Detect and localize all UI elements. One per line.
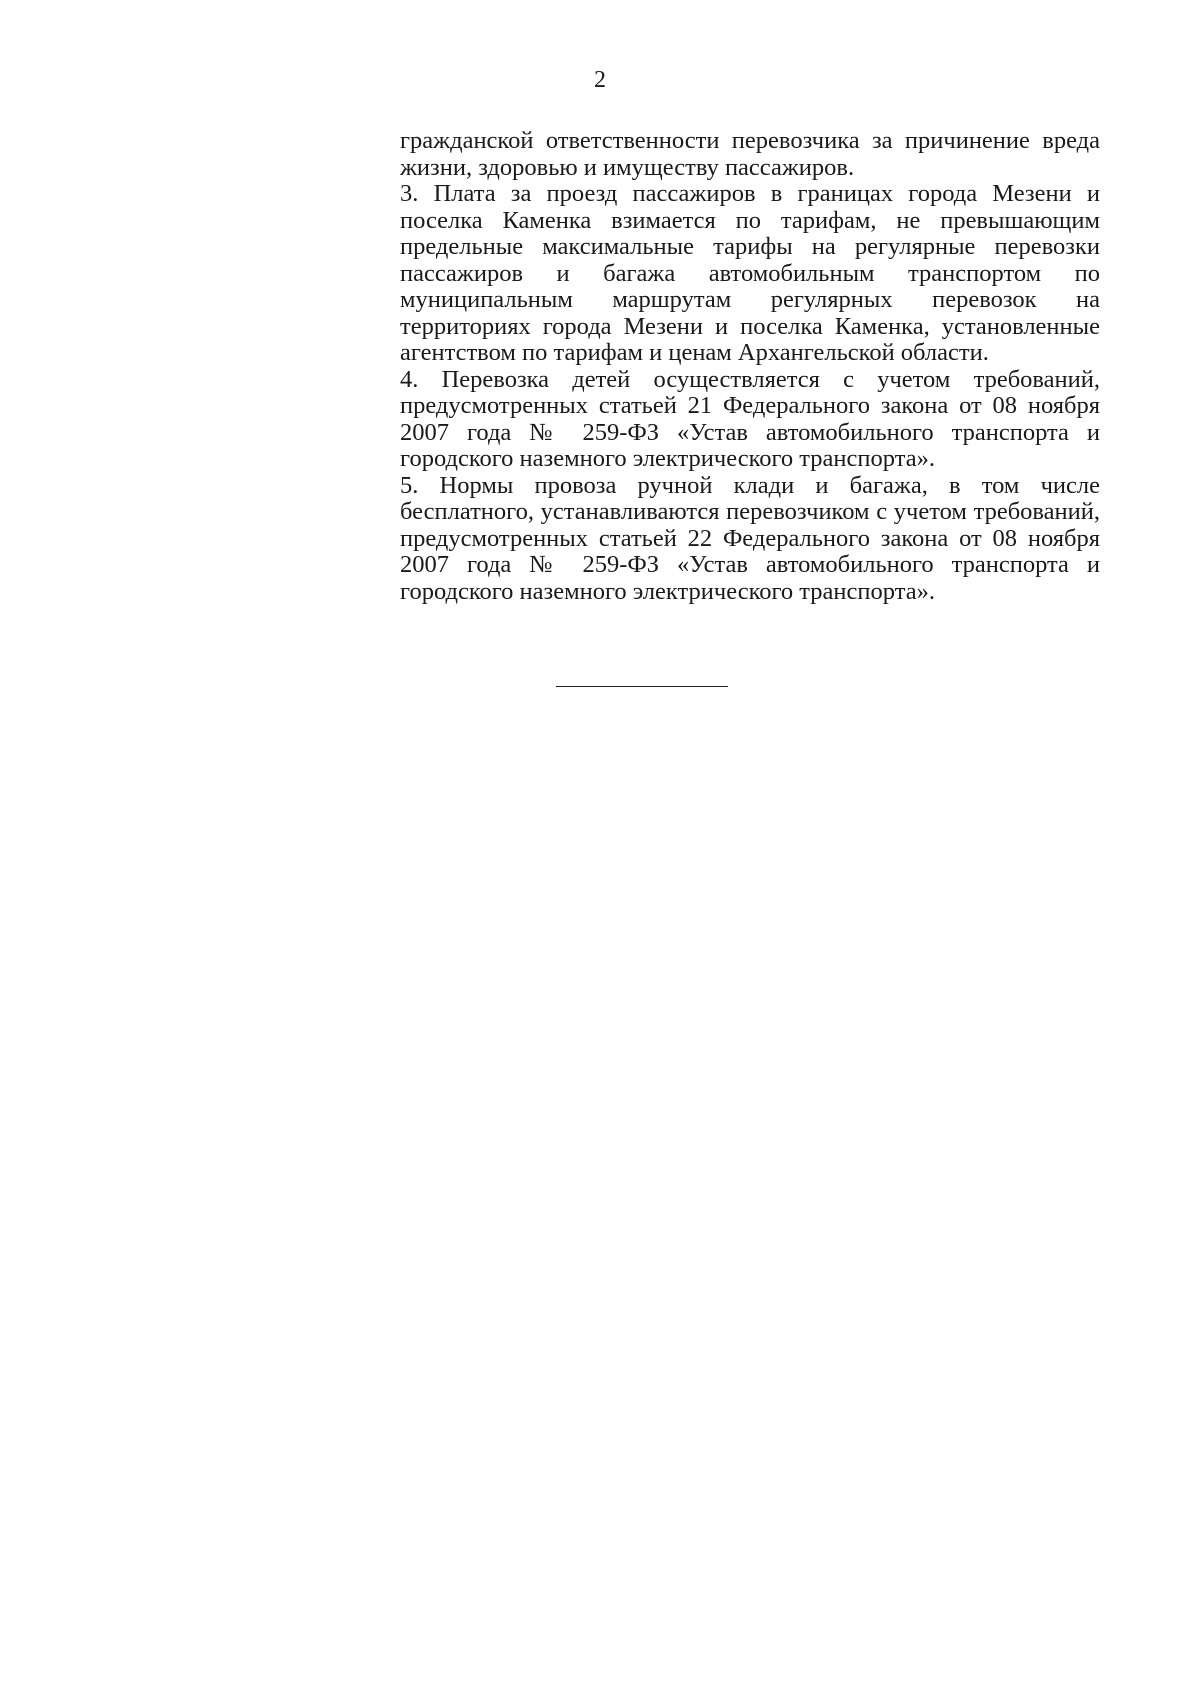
page-number: 2 (594, 67, 606, 93)
end-of-document-rule (556, 686, 728, 687)
document-body (400, 128, 1100, 605)
paragraph-item-4: 4. Перевозка детей осуществляется с учетом требований, предусмотренных статьей 21 Федерального закона от 08 ноября 2007 года № 259-ФЗ «Устав автомобильного транспорта и городского наземного электрического транспорта». (400, 365, 1100, 472)
paragraph-continuation: гражданской ответственности перевозчика за причинение вреда жизни, здоровью и имуществу пассажиров. (400, 127, 1100, 181)
paragraph-item-3: 3. Плата за проезд пассажиров в границах города Мезени и поселка Каменка взимается по тарифам, не превышающим предельные максимальные тарифы на регулярные перевозки пассажиров и багажа автомобильным транспортом по муниципальным маршрутам регулярных перевозок на территориях города Мезени и поселка Каменка, установленные агентством по тарифам и ценам Архангельской области. (400, 180, 1100, 366)
paragraph-item-5: 5. Нормы провоза ручной клади и багажа, в том числе бесплатного, устанавливаются перевозчиком с учетом требований, предусмотренных статьей 22 Федерального закона от 08 ноября 2007 года № 259-ФЗ «Устав автомобильного транспорта и городского наземного электрического транспорта». (400, 471, 1100, 605)
